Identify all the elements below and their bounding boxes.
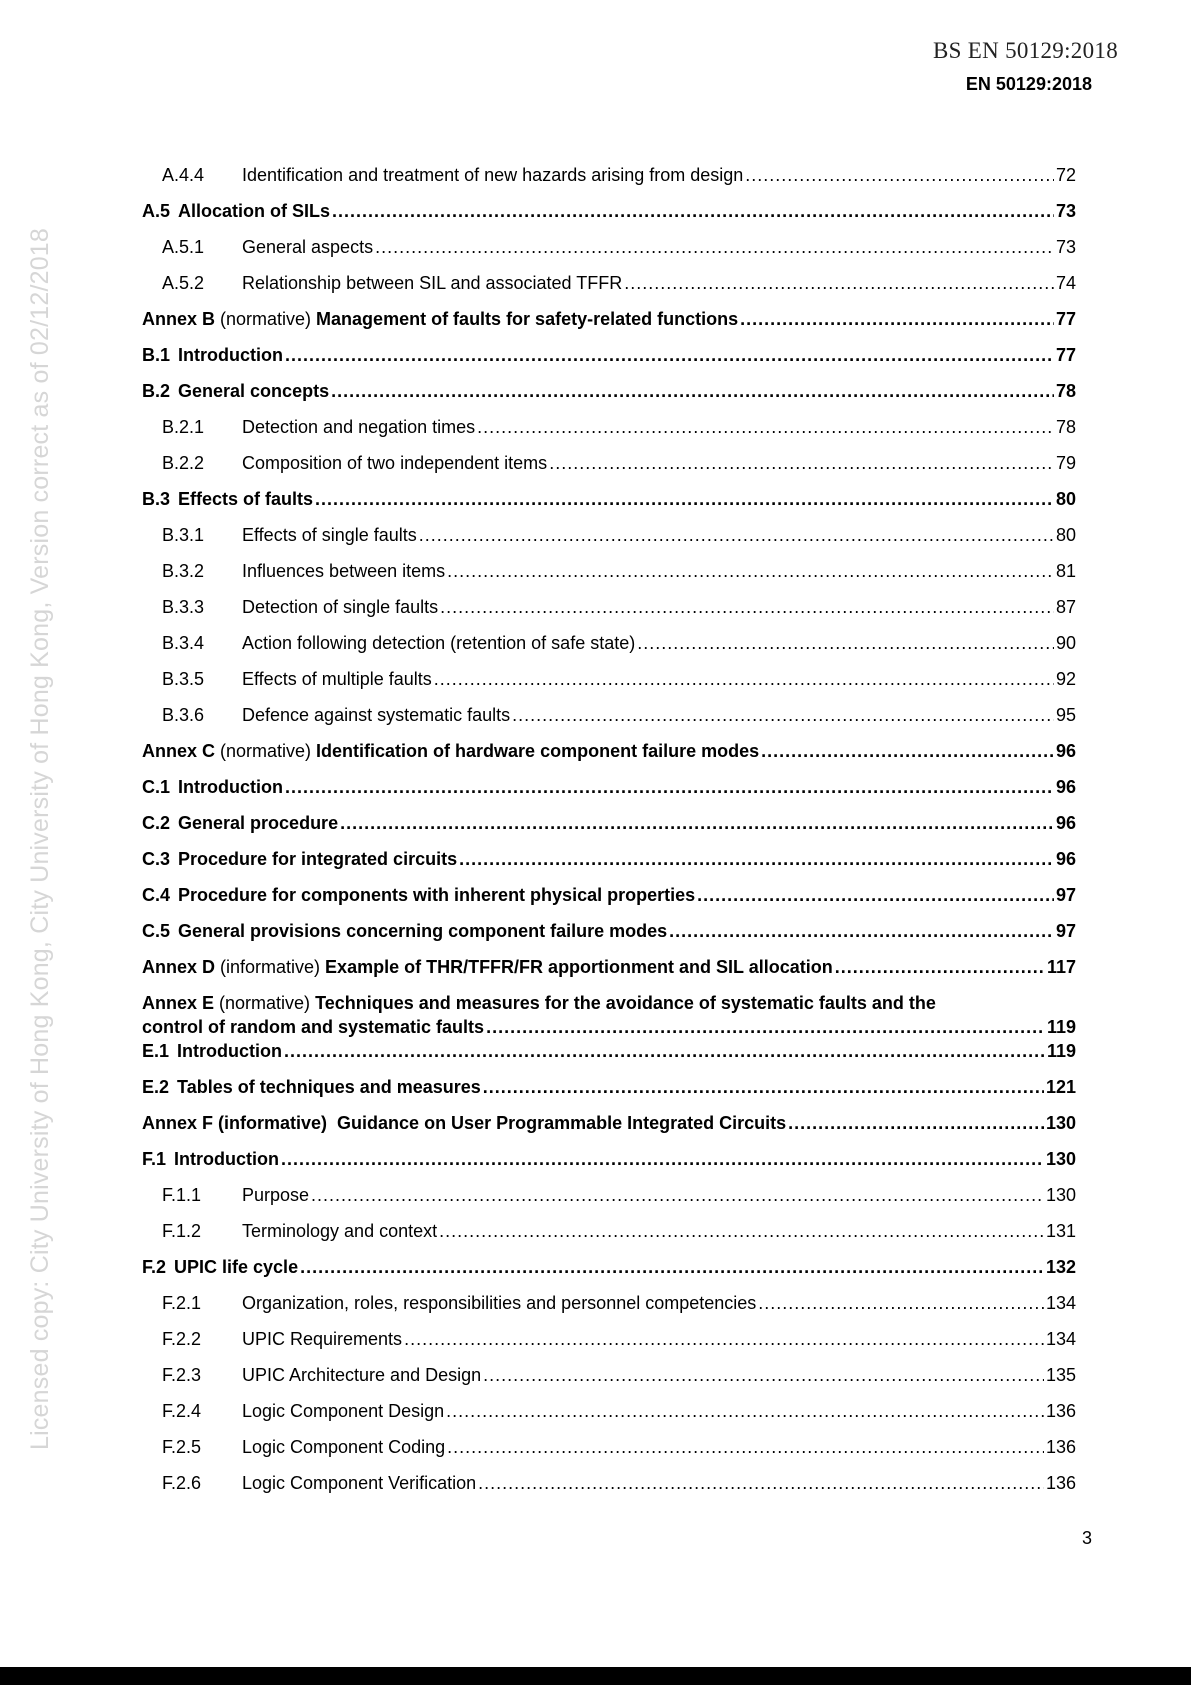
toc-entry-number: B.3.6 — [162, 705, 205, 725]
toc-entry-title: Tables of techniques and measures — [177, 1077, 481, 1097]
toc-entry-page: 119 — [1046, 1041, 1076, 1061]
toc-entry-number: F.1.2 — [162, 1221, 202, 1241]
toc-entry-title: General procedure — [178, 813, 339, 833]
toc-entry-number: B.3.4 — [162, 633, 205, 653]
dot-leader — [281, 1147, 1044, 1171]
annex-heading — [142, 955, 833, 979]
toc-entry-page: 95 — [1055, 705, 1076, 725]
dot-leader — [419, 523, 1054, 547]
dot-leader — [447, 1435, 1044, 1459]
dot-leader — [300, 1255, 1044, 1279]
dot-leader — [486, 1015, 1045, 1039]
toc-entry-page: 131 — [1045, 1221, 1076, 1241]
toc-entry-number: C.5 — [142, 921, 171, 941]
toc-entry[interactable] — [142, 1039, 1076, 1063]
dot-leader — [440, 595, 1054, 619]
annex-kind: (informative) — [215, 957, 326, 977]
annex-label: Annex C — [142, 741, 216, 761]
dot-leader — [624, 271, 1054, 295]
toc-entry-title: Logic Component Coding — [242, 1437, 446, 1457]
toc-entry-page: 135 — [1045, 1365, 1076, 1385]
dot-leader — [285, 775, 1054, 799]
dot-leader — [637, 631, 1054, 655]
dot-leader — [758, 1291, 1044, 1315]
toc-entry-title: Identification of hardware component failure modes — [316, 741, 760, 761]
toc-entry-page: 97 — [1055, 885, 1076, 905]
toc-entry[interactable] — [142, 271, 1076, 295]
toc-entry-number: C.1 — [142, 777, 171, 797]
dot-leader — [835, 955, 1045, 979]
toc-entry-number: C.4 — [142, 885, 171, 905]
page-number: 3 — [1081, 1528, 1092, 1548]
toc-entry[interactable] — [142, 775, 1076, 799]
dot-leader — [512, 703, 1054, 727]
dot-leader — [745, 163, 1054, 187]
license-watermark: Licensed copy: City University of Hong Kong, City University of Hong Kong, Version correct as of 02/12/2018 — [26, 227, 54, 1450]
toc-entry-page: 136 — [1045, 1473, 1076, 1493]
toc-entry-page: 121 — [1045, 1077, 1076, 1097]
toc-entry-page: 78 — [1055, 417, 1076, 437]
toc-entry[interactable] — [142, 163, 1076, 187]
toc-entry-number: F.1 — [142, 1149, 167, 1169]
toc-entry[interactable] — [142, 1219, 1076, 1243]
toc-entry-title: Relationship between SIL and associated TFFR — [242, 273, 623, 293]
annex-label: Annex F (informative) — [142, 1113, 333, 1133]
toc-entry-title: Introduction — [178, 345, 283, 365]
toc-entry-title: Defence against systematic faults — [242, 705, 511, 725]
toc-entry-title: Detection and negation times — [242, 417, 476, 437]
toc-entry-page: 136 — [1045, 1401, 1076, 1421]
toc-entry-title: Introduction — [174, 1149, 279, 1169]
toc-entry-number: A.5 — [142, 201, 171, 221]
toc-entry-page: 80 — [1055, 489, 1076, 509]
dot-leader — [332, 199, 1054, 223]
dot-leader — [697, 883, 1054, 907]
toc-entry-page: 79 — [1055, 453, 1076, 473]
toc-entry-title: Procedure for integrated circuits — [178, 849, 458, 869]
toc-entry-page: 81 — [1055, 561, 1076, 581]
toc-entry-number: F.2 — [142, 1257, 167, 1277]
toc-entry-page: 134 — [1045, 1329, 1076, 1349]
toc-entry-number: B.3.2 — [162, 561, 205, 581]
dot-leader — [478, 1471, 1044, 1495]
toc-entry-title: Identification and treatment of new hazards arising from design — [242, 165, 744, 185]
toc-entry[interactable] — [142, 1255, 1076, 1279]
toc-entry[interactable] — [142, 1327, 1076, 1351]
toc-entry-title-continued: control of random and systematic faults — [142, 1017, 485, 1037]
toc-entry-title: Management of faults for safety-related functions — [316, 309, 739, 329]
toc-entry[interactable] — [142, 811, 1076, 835]
dot-leader — [434, 667, 1054, 691]
dot-leader — [285, 343, 1054, 367]
dot-leader — [669, 919, 1054, 943]
toc-entry-page: 72 — [1055, 165, 1076, 185]
toc-entry-number: B.3.3 — [162, 597, 205, 617]
annex-heading — [142, 739, 759, 763]
toc-entry-number: F.2.6 — [162, 1473, 202, 1493]
toc-entry-title: Introduction — [177, 1041, 283, 1061]
dot-leader — [549, 451, 1054, 475]
annex-kind: (normative) — [214, 993, 316, 1013]
toc-entry-number: C.2 — [142, 813, 171, 833]
toc-entry[interactable] — [142, 1435, 1076, 1459]
annex-heading — [142, 307, 738, 331]
toc-entry-number: A.5.2 — [162, 273, 205, 293]
toc-entry-page: 132 — [1045, 1257, 1076, 1277]
annex-label: Annex E — [142, 993, 215, 1013]
toc-entry-title: Allocation of SILs — [178, 201, 331, 221]
toc-entry[interactable] — [142, 1399, 1076, 1423]
toc-entry[interactable] — [142, 1471, 1076, 1495]
toc-entry-title: Effects of single faults — [242, 525, 417, 545]
toc-entry[interactable] — [142, 307, 1076, 331]
toc-entry[interactable] — [142, 559, 1076, 583]
toc-entry-number: B.2 — [142, 381, 171, 401]
toc-entry[interactable] — [142, 451, 1076, 475]
dot-leader — [483, 1363, 1044, 1387]
toc-entry[interactable] — [142, 199, 1076, 223]
toc-entry-number: B.3.1 — [162, 525, 205, 545]
toc-entry-number: E.2 — [142, 1077, 170, 1097]
toc-entry-number: F.2.5 — [162, 1437, 202, 1457]
toc-entry-title: Procedure for components with inherent physical properties — [178, 885, 696, 905]
toc-entry[interactable] — [142, 1147, 1076, 1171]
dot-leader — [439, 1219, 1044, 1243]
toc-entry[interactable] — [142, 1111, 1076, 1135]
toc-entry-page: 130 — [1045, 1185, 1076, 1205]
annex-label: Annex D — [142, 957, 216, 977]
toc-entry[interactable] — [142, 379, 1076, 403]
toc-entry-title: Effects of multiple faults — [242, 669, 432, 689]
toc-entry[interactable] — [142, 1291, 1076, 1315]
annex-kind: (normative) — [215, 741, 317, 761]
toc-entry[interactable] — [142, 667, 1076, 691]
toc-entry-title: General aspects — [242, 237, 374, 257]
toc-entry-number: F.2.3 — [162, 1365, 202, 1385]
toc-entry-title: Introduction — [178, 777, 283, 797]
toc-entry-page: 96 — [1055, 777, 1076, 797]
dot-leader — [447, 559, 1054, 583]
dot-leader — [483, 1075, 1044, 1099]
dot-leader — [740, 307, 1054, 331]
dot-leader — [315, 487, 1054, 511]
dot-leader — [375, 235, 1054, 259]
toc-entry-number: B.2.2 — [162, 453, 205, 473]
toc-entry-number: F.2.1 — [162, 1293, 202, 1313]
document-code-header: BS EN 50129:2018 — [933, 38, 1118, 63]
toc-entry-title: UPIC Architecture and Design — [242, 1365, 482, 1385]
toc-entry-page: 92 — [1055, 669, 1076, 689]
toc-entry-number: B.3 — [142, 489, 171, 509]
toc-entry-title: Composition of two independent items — [242, 453, 548, 473]
toc-entry-page: 78 — [1055, 381, 1076, 401]
dot-leader — [477, 415, 1054, 439]
toc-entry[interactable] — [142, 1075, 1076, 1099]
toc-entry[interactable] — [142, 847, 1076, 871]
toc-entry-page: 77 — [1055, 345, 1076, 365]
toc-entry-number: A.4.4 — [162, 165, 205, 185]
toc-entry-title: UPIC Requirements — [242, 1329, 403, 1349]
toc-entry-page: 117 — [1046, 957, 1076, 977]
toc-entry[interactable] — [142, 883, 1076, 907]
toc-entry[interactable] — [142, 235, 1076, 259]
toc-entry[interactable] — [142, 343, 1076, 367]
toc-entry[interactable] — [142, 991, 1076, 1039]
toc-entry-title: Organization, roles, responsibilities and personnel competencies — [242, 1293, 757, 1313]
toc-entry-number: B.2.1 — [162, 417, 205, 437]
toc-entry[interactable] — [142, 631, 1076, 655]
toc-entry-title: Purpose — [242, 1185, 310, 1205]
toc-entry-title: UPIC life cycle — [174, 1257, 299, 1277]
toc-entry-page: 130 — [1045, 1149, 1076, 1169]
toc-entry-number: C.3 — [142, 849, 171, 869]
toc-entry[interactable] — [142, 703, 1076, 727]
toc-entry[interactable] — [142, 415, 1076, 439]
toc-entry-page: 134 — [1045, 1293, 1076, 1313]
toc-entry-number: E.1 — [142, 1041, 170, 1061]
toc-entry-page: 130 — [1045, 1113, 1076, 1133]
toc-entry-title: Techniques and measures for the avoidance of systematic faults and the — [315, 993, 936, 1013]
toc-entry-title: Action following detection (retention of safe state) — [242, 633, 636, 653]
toc-entry-page: 80 — [1055, 525, 1076, 545]
annex-heading — [142, 991, 936, 1015]
dot-leader — [404, 1327, 1044, 1351]
dot-leader — [788, 1111, 1044, 1135]
dot-leader — [761, 739, 1054, 763]
annex-kind: (normative) — [215, 309, 317, 329]
toc-entry-number: F.2.2 — [162, 1329, 202, 1349]
toc-entry[interactable] — [142, 919, 1076, 943]
toc-entry-number: B.3.5 — [162, 669, 205, 689]
toc-entry[interactable] — [142, 523, 1076, 547]
dot-leader — [459, 847, 1054, 871]
toc-entry-title: Example of THR/TFFR/FR apportionment and SIL allocation — [325, 957, 833, 977]
toc-entry[interactable] — [142, 1183, 1076, 1207]
toc-entry-title: Logic Component Design — [242, 1401, 445, 1421]
toc-entry-page: 96 — [1055, 849, 1076, 869]
toc-entry-page: 87 — [1055, 597, 1076, 617]
toc-entry-page: 90 — [1055, 633, 1076, 653]
toc-entry-page: 136 — [1045, 1437, 1076, 1457]
annex-label: Annex B — [142, 309, 216, 329]
toc-entry-page: 97 — [1055, 921, 1076, 941]
toc-entry-title: Detection of single faults — [242, 597, 439, 617]
toc-entry-title: Guidance on User Programmable Integrated Circuits — [337, 1113, 787, 1133]
toc-entry-title: Terminology and context — [242, 1221, 438, 1241]
dot-leader — [331, 379, 1054, 403]
toc-entry-number: F.2.4 — [162, 1401, 202, 1421]
dot-leader — [446, 1399, 1044, 1423]
toc-entry[interactable] — [142, 487, 1076, 511]
toc-entry[interactable] — [142, 1363, 1076, 1387]
toc-entry-number: A.5.1 — [162, 237, 205, 257]
dot-leader — [311, 1183, 1044, 1207]
toc-entry-page: 77 — [1055, 309, 1076, 329]
dot-leader — [340, 811, 1054, 835]
toc-entry-page: 73 — [1055, 201, 1076, 221]
standard-code-header: EN 50129:2018 — [965, 74, 1092, 94]
toc-entry-page: 73 — [1055, 237, 1076, 257]
toc-entry-title: Logic Component Verification — [242, 1473, 477, 1493]
toc-entry-page: 74 — [1055, 273, 1076, 293]
toc-entry-page: 96 — [1055, 813, 1076, 833]
toc-entry-page: 119 — [1046, 1017, 1076, 1037]
scan-border — [0, 1667, 1191, 1685]
toc-entry[interactable] — [142, 955, 1076, 979]
dot-leader — [284, 1039, 1045, 1063]
toc-entry-title: Influences between items — [242, 561, 446, 581]
annex-heading — [142, 1111, 786, 1135]
toc-entry[interactable] — [142, 595, 1076, 619]
toc-entry-title: Effects of faults — [178, 489, 314, 509]
toc-entry-title: General provisions concerning component failure modes — [178, 921, 668, 941]
toc-entry-number: B.1 — [142, 345, 171, 365]
toc-entry-page: 96 — [1055, 741, 1076, 761]
toc-entry[interactable] — [142, 739, 1076, 763]
toc-entry-title: General concepts — [178, 381, 330, 401]
toc-entry-number: F.1.1 — [162, 1185, 202, 1205]
